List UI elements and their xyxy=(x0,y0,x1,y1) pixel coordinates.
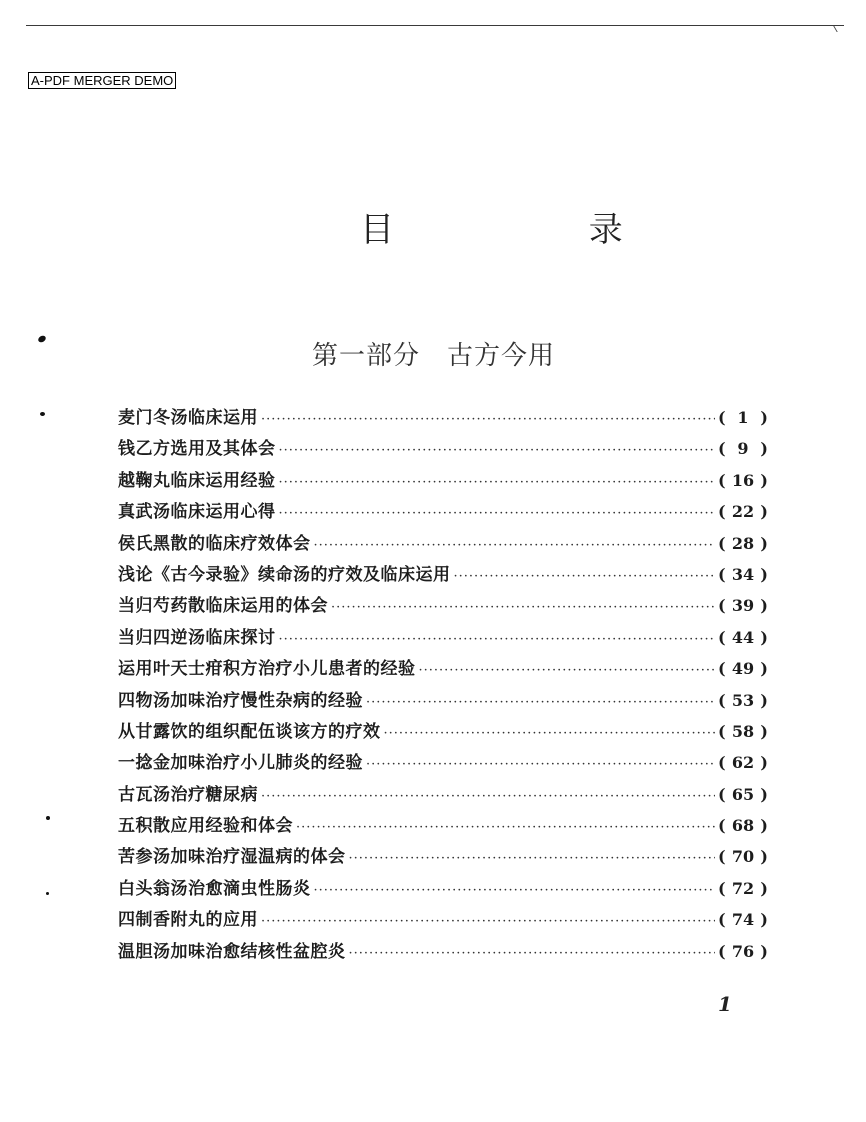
toc-entry-title: 运用叶天士疳积方治疗小儿患者的经验 xyxy=(118,659,416,680)
toc-page-number: 1 xyxy=(737,408,749,427)
toc-entry-title: 四物汤加味治疗慢性杂病的经验 xyxy=(118,690,363,711)
toc-dot-leader xyxy=(279,467,716,498)
toc-entry-title: 白头翁汤治愈滴虫性肠炎 xyxy=(118,878,311,899)
toc-dot-leader xyxy=(261,404,715,435)
page-title: 目 录 xyxy=(360,210,715,250)
toc-entry-page: ( 34 ) xyxy=(718,559,768,590)
toc-entry[interactable] xyxy=(118,433,768,464)
scan-speck xyxy=(46,816,50,820)
toc-dot-leader xyxy=(454,561,716,592)
toc-entry-page: ( 76 ) xyxy=(718,936,768,967)
watermark-label: A-PDF MERGER DEMO xyxy=(28,72,176,89)
toc-entry[interactable] xyxy=(118,779,768,810)
toc-entry-title: 当归四逆汤临床探讨 xyxy=(118,627,276,648)
toc-dot-leader xyxy=(366,749,715,780)
toc-dot-leader xyxy=(366,687,715,718)
toc-entry-page: ( 58 ) xyxy=(718,716,768,747)
toc-entry[interactable] xyxy=(118,716,768,747)
toc-entry[interactable] xyxy=(118,465,768,496)
toc-entry-page: ( 28 ) xyxy=(718,528,768,559)
toc-entry-page: ( 9 ) xyxy=(718,433,768,464)
toc-entry[interactable] xyxy=(118,873,768,904)
toc-entry-title: 钱乙方选用及其体会 xyxy=(118,439,276,460)
toc-entry-title: 麦门冬汤临床运用 xyxy=(118,408,258,428)
toc-entry[interactable] xyxy=(118,747,768,778)
toc-page-number: 16 xyxy=(731,470,755,490)
toc-page-number: 68 xyxy=(731,816,755,836)
toc-entry[interactable] xyxy=(118,841,768,872)
toc-entry-title: 越鞠丸临床运用经验 xyxy=(118,470,276,491)
toc-page-number: 53 xyxy=(731,690,755,710)
toc-entry[interactable] xyxy=(118,622,768,653)
toc-dot-leader xyxy=(279,435,716,466)
toc-dot-leader xyxy=(384,718,716,749)
toc-entry-title: 苦参汤加味治疗湿温病的体会 xyxy=(118,847,346,868)
toc-page-number: 74 xyxy=(731,910,755,930)
toc-page-number: 39 xyxy=(731,596,755,616)
toc-dot-leader xyxy=(331,592,715,623)
toc-entry[interactable] xyxy=(118,402,768,433)
toc-entry-title: 浅论《古今录验》续命汤的疗效及临床运用 xyxy=(118,564,451,585)
toc-entry[interactable] xyxy=(118,590,768,621)
toc-entry[interactable] xyxy=(118,904,768,935)
toc-dot-leader xyxy=(279,624,716,655)
toc-dot-leader xyxy=(261,906,715,937)
toc-entry-title: 从甘露饮的组织配伍谈该方的疗效 xyxy=(118,721,381,742)
toc-entry-page: ( 22 ) xyxy=(718,496,768,527)
toc-page-number: 58 xyxy=(731,721,755,741)
toc-entry-page: ( 49 ) xyxy=(718,653,768,684)
toc-page-number: 44 xyxy=(731,627,755,647)
toc-page-number: 22 xyxy=(731,502,755,522)
toc-entry-title: 真武汤临床运用心得 xyxy=(118,502,276,523)
toc-entry-title: 当归芍药散临床运用的体会 xyxy=(118,596,328,617)
toc-entry-page: ( 16 ) xyxy=(718,465,768,496)
toc-page-number: 28 xyxy=(731,533,755,553)
toc-page-number: 72 xyxy=(731,878,755,898)
toc-entry-page: ( 44 ) xyxy=(718,622,768,653)
toc-entry-page: ( 53 ) xyxy=(718,685,768,716)
toc-entry-page: ( 65 ) xyxy=(718,779,768,810)
section-heading: 第一部分 古方今用 xyxy=(312,341,556,371)
page-number: 1 xyxy=(718,992,732,1016)
scan-speck xyxy=(37,334,47,343)
toc-entry-page: ( 68 ) xyxy=(718,810,768,841)
top-rule xyxy=(26,25,844,26)
toc-dot-leader xyxy=(296,812,715,843)
toc-dot-leader xyxy=(419,655,716,686)
toc-entry-page: ( 70 ) xyxy=(718,841,768,872)
scan-corner-mark xyxy=(826,26,837,32)
toc-dot-leader xyxy=(314,875,716,906)
toc-page-number: 62 xyxy=(731,753,755,773)
toc-page-number: 34 xyxy=(731,564,755,584)
toc-entry[interactable] xyxy=(118,936,768,967)
toc-entry[interactable] xyxy=(118,528,768,559)
toc-entry-page: ( 62 ) xyxy=(718,747,768,778)
toc-entry-title: 四制香附丸的应用 xyxy=(118,910,258,931)
toc-entry[interactable] xyxy=(118,810,768,841)
toc-entry[interactable] xyxy=(118,559,768,590)
toc-entry-page: ( 74 ) xyxy=(718,904,768,935)
toc-entry-title: 一捻金加味治疗小儿肺炎的经验 xyxy=(118,753,363,774)
toc-page-number: 76 xyxy=(731,941,755,961)
toc-dot-leader xyxy=(261,781,715,812)
toc-page-number: 70 xyxy=(731,847,755,867)
table-of-contents xyxy=(118,402,768,967)
scan-speck xyxy=(46,892,49,895)
toc-page-number: 65 xyxy=(731,784,755,804)
toc-entry-page: ( 1 ) xyxy=(718,402,768,433)
toc-entry-title: 温胆汤加味治愈结核性盆腔炎 xyxy=(118,941,346,962)
toc-entry-page: ( 39 ) xyxy=(718,590,768,621)
toc-entry[interactable] xyxy=(118,496,768,527)
toc-entry-title: 古瓦汤治疗糖尿病 xyxy=(118,784,258,805)
toc-entry[interactable] xyxy=(118,653,768,684)
scan-speck xyxy=(40,412,45,416)
toc-entry-page: ( 72 ) xyxy=(718,873,768,904)
toc-entry[interactable] xyxy=(118,685,768,716)
toc-entry-title: 五积散应用经验和体会 xyxy=(118,816,293,837)
toc-dot-leader xyxy=(279,498,716,529)
toc-entry-title: 侯氏黑散的临床疗效体会 xyxy=(118,533,311,554)
toc-dot-leader xyxy=(349,843,716,874)
toc-dot-leader xyxy=(314,530,716,561)
toc-page-number: 49 xyxy=(731,659,755,679)
toc-dot-leader xyxy=(349,938,716,969)
toc-page-number: 9 xyxy=(737,439,749,459)
